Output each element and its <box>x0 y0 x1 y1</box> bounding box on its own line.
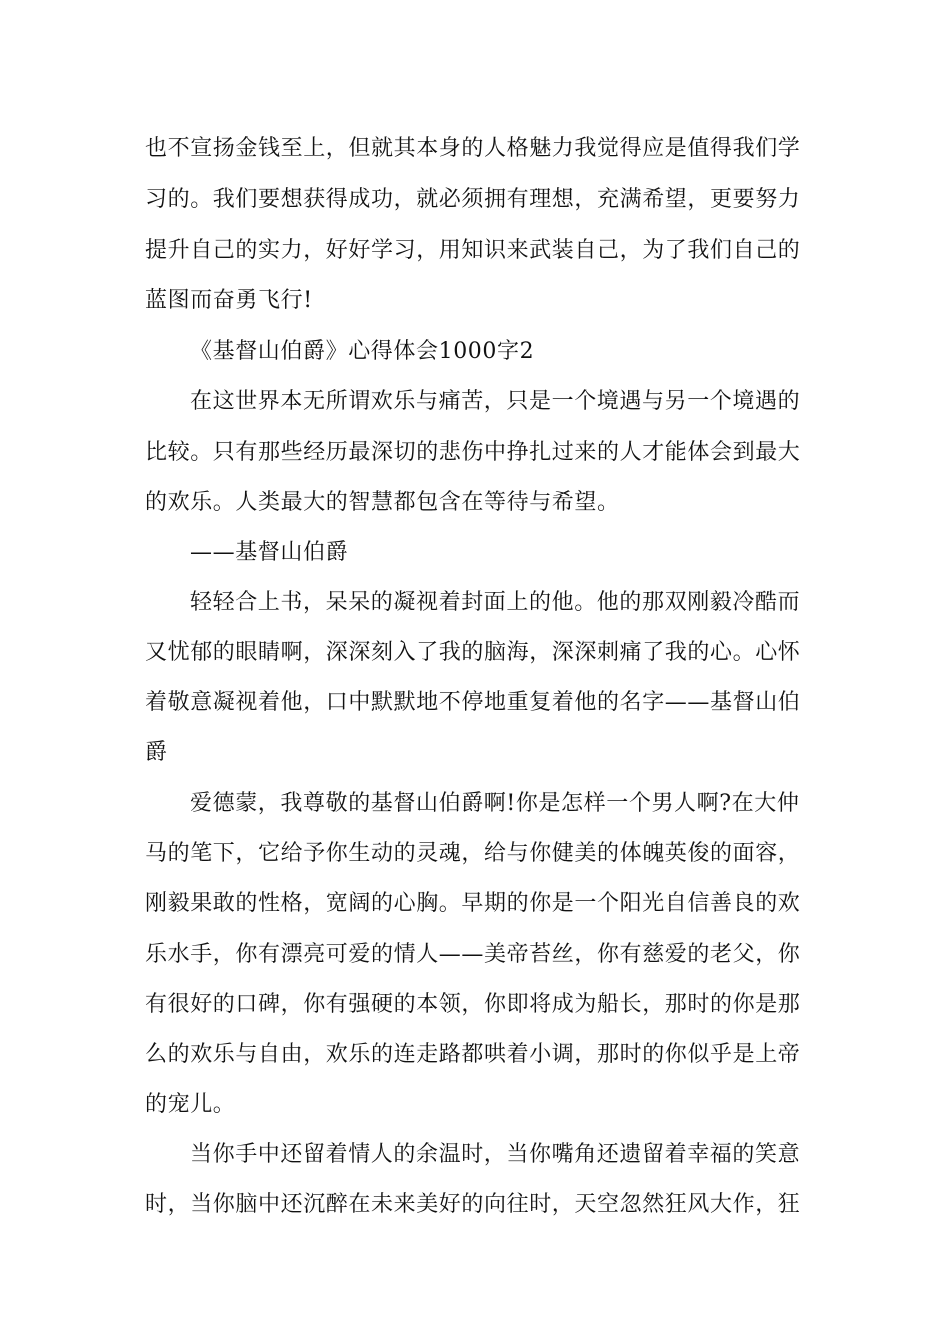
text-line: 又忧郁的眼睛啊，深深刻入了我的脑海，深深刺痛了我的心。心怀 <box>145 640 801 665</box>
text-line: 乐水手，你有漂亮可爱的情人——美帝苔丝，你有慈爱的老父，你 <box>145 942 801 967</box>
quote-attribution: ——基督山伯爵 <box>190 540 349 565</box>
text-line: 刚毅果敢的性格，宽阔的心胸。早期的你是一个阳光自信善良的欢 <box>145 891 801 916</box>
text-line: 的宠儿。 <box>145 1092 236 1117</box>
text-line: 的欢乐。人类最大的智慧都包含在等待与希望。 <box>145 490 620 515</box>
text-line: 习的。我们要想获得成功，就必须拥有理想，充满希望，更要努力 <box>145 187 801 212</box>
text-line: 着敬意凝视着他，口中默默地不停地重复着他的名字——基督山伯 <box>145 690 801 715</box>
text-line: 马的笔下，它给予你生动的灵魂，给与你健美的体魄英俊的面容， <box>145 841 801 866</box>
text-line: 爱德蒙，我尊敬的基督山伯爵啊!你是怎样一个男人啊?在大仲 <box>190 791 800 816</box>
text-line: 比较。只有那些经历最深切的悲伤中挣扎过来的人才能体会到最大 <box>145 440 801 465</box>
text-line: 有很好的口碑，你有强硬的本领，你即将成为船长，那时的你是那 <box>145 992 801 1017</box>
text-line: 在这世界本无所谓欢乐与痛苦，只是一个境遇与另一个境遇的 <box>190 389 801 414</box>
text-line: 么的欢乐与自由，欢乐的连走路都哄着小调，那时的你似乎是上帝 <box>145 1042 801 1067</box>
section-heading: 《基督山伯爵》心得体会1000字2 <box>190 339 535 364</box>
text-line: 爵 <box>145 740 168 765</box>
text-line: 也不宣扬金钱至上，但就其本身的人格魅力我觉得应是值得我们学 <box>145 136 801 161</box>
text-line: 蓝图而奋勇飞行! <box>145 288 313 313</box>
text-line: 提升自己的实力，好好学习，用知识来武装自己，为了我们自己的 <box>145 238 801 263</box>
text-line: 时，当你脑中还沉醉在未来美好的向往时，天空忽然狂风大作，狂 <box>145 1192 801 1217</box>
text-line: 当你手中还留着情人的余温时，当你嘴角还遗留着幸福的笑意 <box>190 1142 801 1167</box>
text-line: 轻轻合上书，呆呆的凝视着封面上的他。他的那双刚毅冷酷而 <box>190 590 801 615</box>
